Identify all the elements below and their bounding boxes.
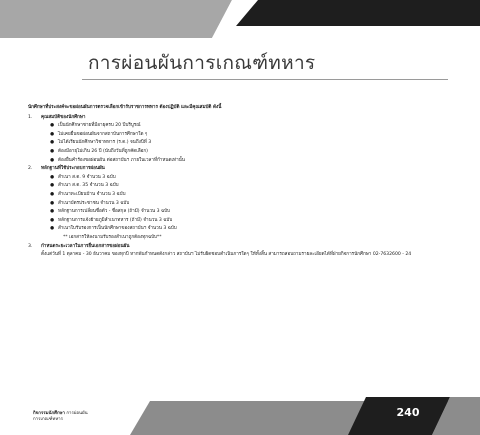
list-item xyxy=(41,225,453,234)
footer-line-1 xyxy=(33,411,88,417)
footer-category: กิจกรรมนักศึกษา xyxy=(33,411,65,416)
page-number: 240 xyxy=(396,406,420,419)
bullet-icon: ● xyxy=(50,148,55,154)
list-item-text: หลักฐานการแจ้งย้ายภูมิลำเนาทหาร (ถ้ามี) จำนวน 3 ฉบับ xyxy=(58,217,173,223)
documents-list xyxy=(41,174,453,234)
footer-topic: การผ่อนผัน xyxy=(64,411,88,416)
page-title: การผ่อนผันการเกณฑ์ทหาร xyxy=(88,52,316,74)
list-item xyxy=(41,157,453,166)
list-item-text: สำเนา ส.ด. 9 จำนวน 3 ฉบับ xyxy=(58,174,116,180)
section-number: 2. xyxy=(28,166,33,172)
certification-note: ** เอกสารให้ลงนามรับรองสำเนาถูกต้องทุกฉบับ** xyxy=(63,234,162,240)
bullet-icon: ● xyxy=(50,217,55,223)
footer-line-2: การเกณฑ์ทหาร xyxy=(33,416,63,422)
list-item-text: หลักฐานการเปลี่ยนชื่อตัว - ชื่อสกุล (ถ้ามี) จำนวน 3 ฉบับ xyxy=(58,209,170,215)
list-item xyxy=(41,148,453,157)
intro-text: นักศึกษาที่ประสงค์จะขอผ่อนผันการตรวจเลือกเข้ารับราชการทหาร ต้องปฏิบัติ และมีคุณสมบัติ ดังนี้ xyxy=(28,105,222,110)
list-item xyxy=(41,174,453,183)
banner-gray-band xyxy=(0,0,232,38)
banner-dark-band xyxy=(236,0,480,26)
bullet-icon: ● xyxy=(50,174,55,180)
bullet-icon: ● xyxy=(50,123,55,129)
list-item xyxy=(41,131,453,140)
bullet-icon: ● xyxy=(50,140,55,146)
section-deadline xyxy=(28,243,453,260)
list-item xyxy=(41,139,453,148)
qualification-list xyxy=(41,122,453,165)
section-heading: หลักฐานที่ใช้ประกอบการผ่อนผัน xyxy=(41,166,105,172)
bullet-icon: ● xyxy=(50,157,55,163)
list-item-text: สำเนาใบรับรองการเป็นนักศึกษาของสถาบันฯ จำนวน 3 ฉบับ xyxy=(58,226,177,232)
section-heading: กำหนดระยะเวลาในการยื่นเอกสารขอผ่อนผัน xyxy=(41,243,130,249)
bullet-icon: ● xyxy=(50,209,55,215)
section-number: 1. xyxy=(28,114,33,120)
bullet-icon: ● xyxy=(50,226,55,232)
bullet-icon: ● xyxy=(50,200,55,206)
list-item-text: ต้องยื่นคำร้องขอผ่อนผัน ต่อสถาบันฯ ภายในเวลาที่กำหนดเท่านั้น xyxy=(58,157,185,163)
footer-caption xyxy=(33,411,88,422)
list-item-text: ไม่ได้เรียนนักศึกษาวิชาทหาร (ร.ด.) จนถึงปีที่ 3 xyxy=(58,140,152,146)
list-item-text: สำเนาทะเบียนบ้าน จำนวน 3 ฉบับ xyxy=(58,191,126,197)
main-content xyxy=(28,104,453,260)
bullet-icon: ● xyxy=(50,191,55,197)
list-item-text: เป็นนักศึกษาชายที่มีอายุครบ 20 ปีบริบูรณ์ xyxy=(58,123,141,129)
header-banner xyxy=(0,0,480,38)
list-item xyxy=(41,191,453,200)
section-heading: คุณสมบัติของนักศึกษา xyxy=(41,114,86,120)
list-item xyxy=(41,208,453,217)
bullet-icon: ● xyxy=(50,131,55,137)
title-divider xyxy=(82,79,448,80)
section-qualifications xyxy=(28,114,453,166)
list-item-text: สำเนาบัตรประชาชน จำนวน 3 ฉบับ xyxy=(58,200,130,206)
bullet-icon: ● xyxy=(50,183,55,189)
section-number: 3. xyxy=(28,243,33,249)
list-item xyxy=(41,122,453,131)
list-item-text: สำเนา ส.ด. 35 จำนวน 3 ฉบับ xyxy=(58,183,119,189)
section-documents xyxy=(28,165,453,242)
list-item xyxy=(41,200,453,209)
list-item xyxy=(41,182,453,191)
list-item xyxy=(41,217,453,226)
deadline-paragraph: ตั้งแต่วันที่ 1 ตุลาคม - 30 ธันวาคม ของทุกปี หากพ้นกำหนดดังกล่าว สถาบันฯ ไม่รับผิดชอบดำเนินการใดๆ ให้ทั้งสิ้น สามารถสอบถามรายละเอียดได้ที่ฝ่ายกิจการนักศึกษา 02-7632600 - 24 xyxy=(41,252,412,258)
list-item-text: ไม่เคยยื่นขอผ่อนผันจากสถาบันการศึกษาใด ๆ xyxy=(58,131,148,137)
list-item-text: ต้องมีอายุไม่เกิน 26 ปี (นับถึงวันที่ถูกคัดเลือก) xyxy=(58,148,148,154)
